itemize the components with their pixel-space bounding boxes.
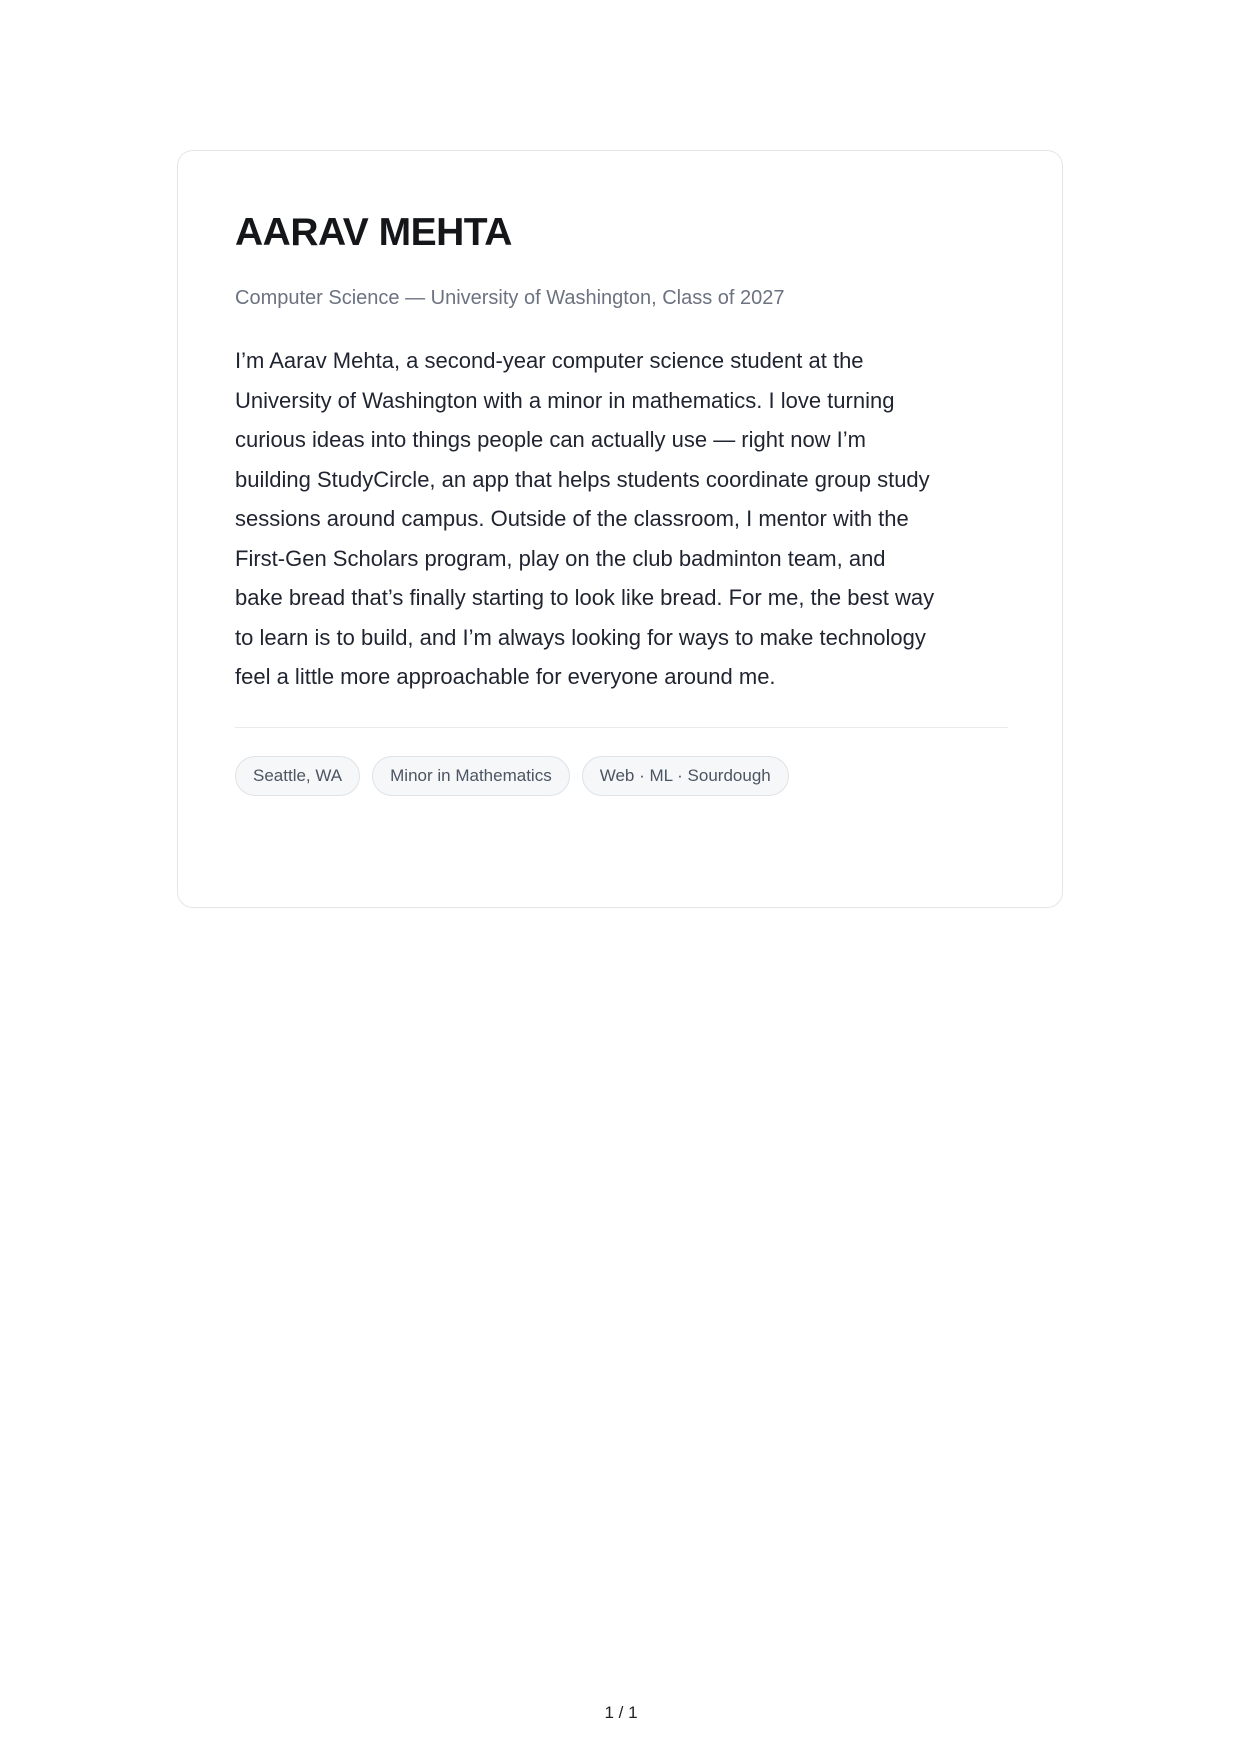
- tag-minor: Minor in Mathematics: [372, 756, 570, 796]
- divider: [235, 727, 1008, 728]
- profile-name: AARAV MEHTA: [235, 211, 512, 254]
- tag-location: Seattle, WA: [235, 756, 360, 796]
- page-number: 1 / 1: [604, 1703, 638, 1722]
- tag-list: [235, 756, 1006, 796]
- profile-subtitle: Computer Science — University of Washington, Class of 2027: [235, 287, 785, 309]
- profile-card: [177, 150, 1063, 908]
- profile-bio: I’m Aarav Mehta, a second-year computer science student at the University of Washington with a minor in mathematics. I love turning curious ideas into things people can actually use — right now I’m building StudyCircle, an app that helps students coordinate group study sessions around campus. Outside of the classroom, I mentor with the First-Gen Scholars program, play on the club badminton team, and bake bread that’s finally starting to look like bread. For me, the best way to learn is to build, and I’m always looking for ways to make technology feel a little more approachable for everyone around me.: [235, 348, 935, 689]
- tag-interests: Web · ML · Sourdough: [582, 756, 789, 796]
